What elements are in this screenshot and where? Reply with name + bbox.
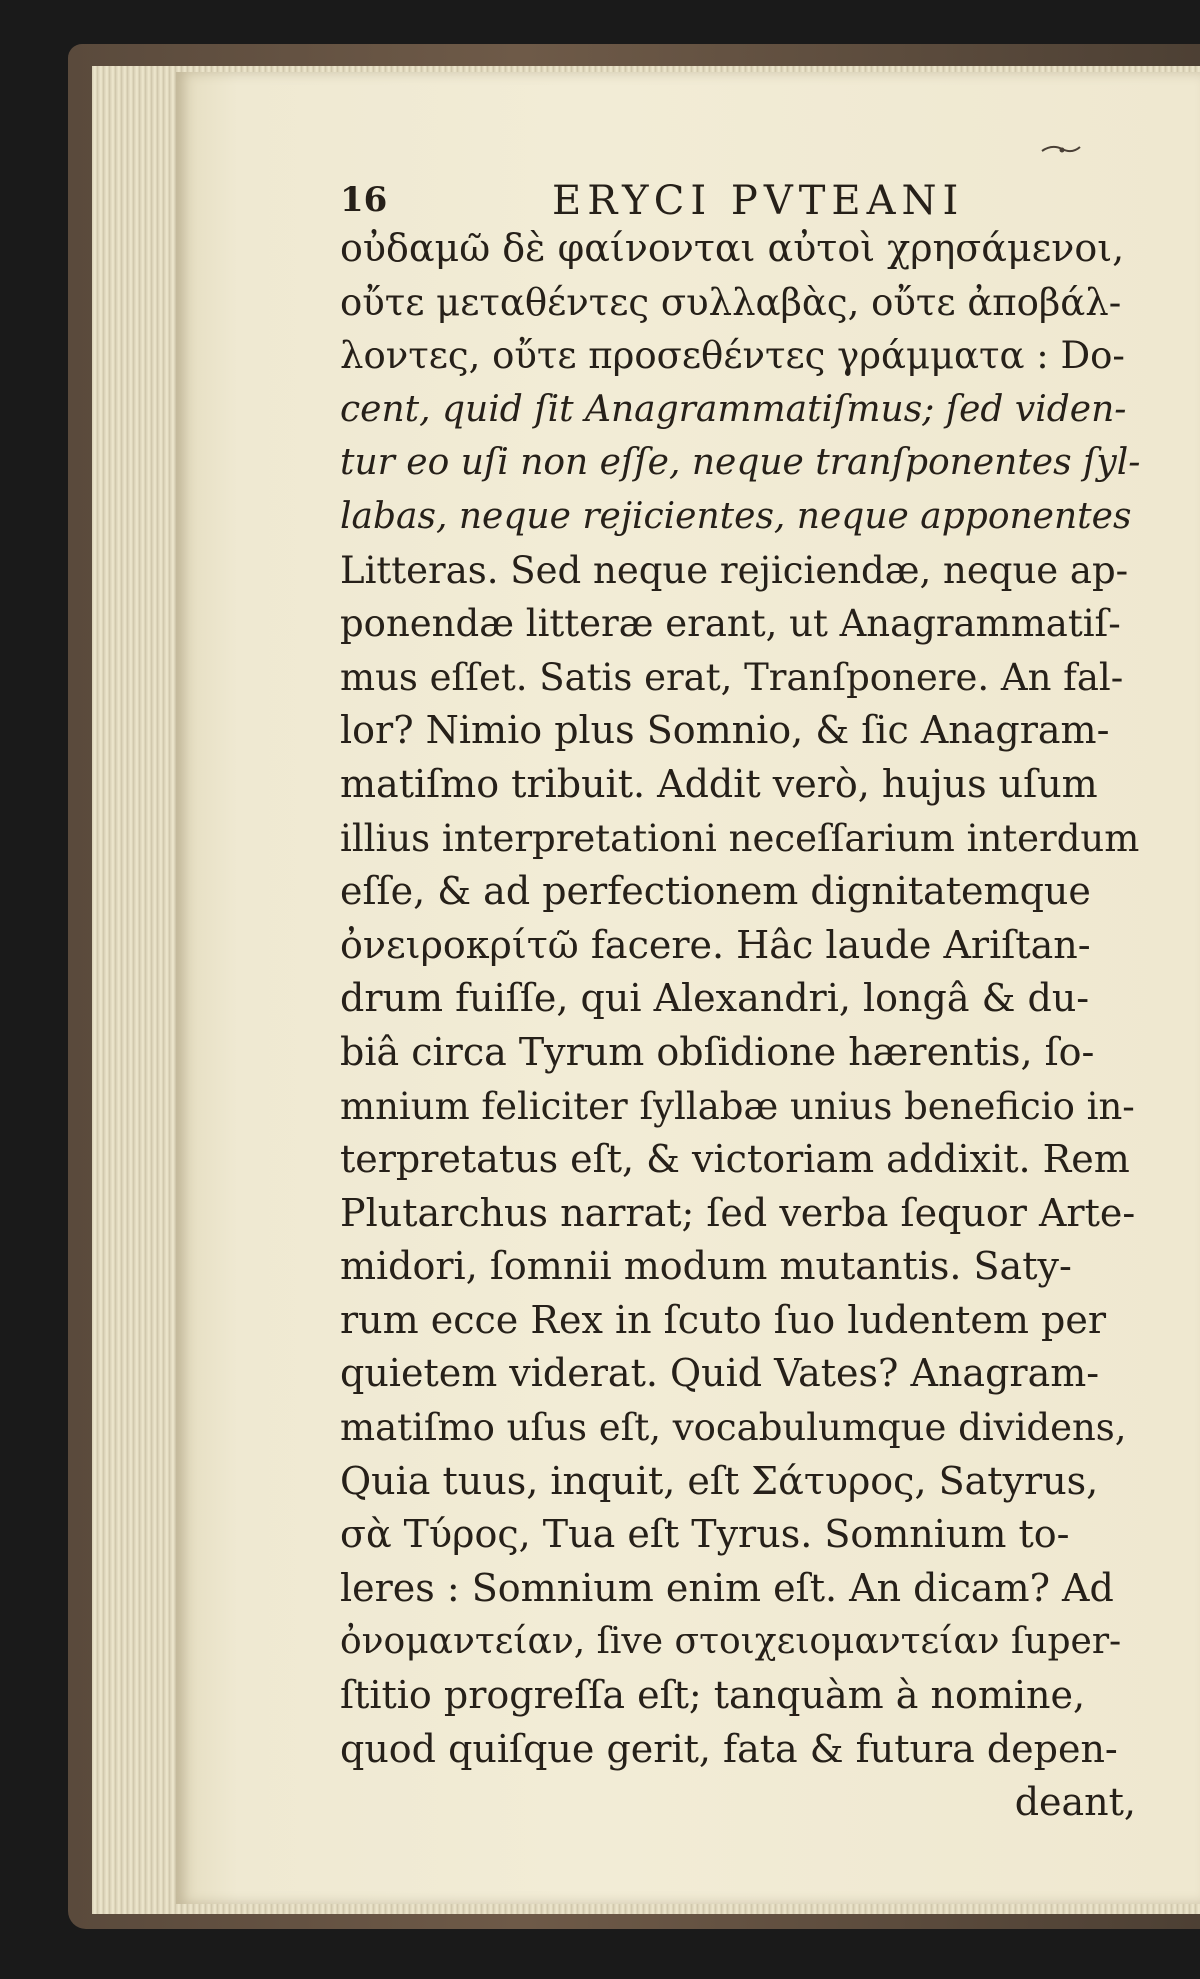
text-line: οὐδαμῶ δὲ φαίνονται αὐτοὶ χρησάμενοι, — [340, 226, 1125, 270]
text-line: quod quiſque gerit, fata & futura depen- — [340, 1726, 1118, 1771]
text-line: σὰ Τύρος, Tua eſt Tyrus. Somnium to- — [340, 1512, 1070, 1557]
text-line: tur eo uſi non eſſe, neque tranſponentes ſyl- — [340, 442, 1141, 484]
page-header — [340, 160, 1140, 222]
text-line: ὀνομαντείαν, ſive στοιχειομαντείαν ſuper- — [340, 1621, 1122, 1663]
text-line: leres : Somnium enim eſt. An dicam? Ad — [340, 1565, 1114, 1610]
text-line: quietem viderat. Quid Vates? Anagram- — [340, 1351, 1100, 1396]
text-line: ὀνειροκρίτῶ facere. Hâc laude Ariſtan- — [340, 922, 1091, 967]
text-line: Litteras. Sed neque rejiciendæ, neque ap- — [340, 548, 1129, 592]
text-line: Plutarchus narrat; ſed verba ſequor Arte- — [340, 1190, 1136, 1235]
text-line: Quia tuus, inquit, eſt Σάτυρος, Satyrus, — [340, 1458, 1099, 1503]
body-lines — [340, 222, 1140, 1830]
text-line: cent, quid ſit Anagrammatiſmus; ſed viden- — [340, 388, 1127, 430]
text-line: matiſmo uſus eſt, vocabulumque dividens, — [340, 1406, 1127, 1450]
ink-ornament-icon — [1040, 142, 1082, 156]
text-line: mnium feliciter ſyllabæ unius beneficio in- — [340, 1084, 1135, 1128]
text-line: ſtitio progreſſa eſt; tanquàm à nomine, — [340, 1673, 1086, 1718]
text-line: ponendæ litteræ erant, ut Anagrammatiſ- — [340, 602, 1121, 646]
page-number: 16 — [340, 180, 388, 220]
catchword: deant, — [1014, 1780, 1136, 1825]
page-text — [340, 160, 1140, 1880]
running-head: ERYCI PVTEANI — [552, 178, 965, 224]
text-line: biâ circa Tyrum obſidione hærentis, ſo- — [340, 1029, 1095, 1074]
text-line: midori, ſomnii modum mutantis. Saty- — [340, 1244, 1072, 1289]
text-line: λοντες, οὔτε προσεθέντες γράμματα : Do- — [340, 334, 1125, 378]
text-line: rum ecce Rex in ſcuto ſuo ludentem per — [340, 1297, 1106, 1342]
text-line: illius interpretationi neceſſarium interdum — [340, 816, 1140, 860]
text-line: eſſe, & ad perfectionem dignitatemque — [340, 869, 1091, 914]
text-line: lor? Nimio plus Somnio, & ſic Anagram- — [340, 708, 1110, 753]
text-line: labas, neque rejicientes, neque apponentes — [340, 495, 1132, 537]
text-line: mus eſſet. Satis erat, Tranſponere. An fal- — [340, 655, 1124, 699]
text-line: οὔτε μεταθέντες συλλαβὰς, οὔτε ἀποβάλ- — [340, 280, 1122, 324]
text-line: terpretatus eſt, & victoriam addixit. Rem — [340, 1137, 1130, 1182]
text-line: matiſmo tribuit. Addit verò, hujus uſum — [340, 761, 1098, 806]
text-line: drum fuiſſe, qui Alexandri, longâ & du- — [340, 976, 1090, 1021]
